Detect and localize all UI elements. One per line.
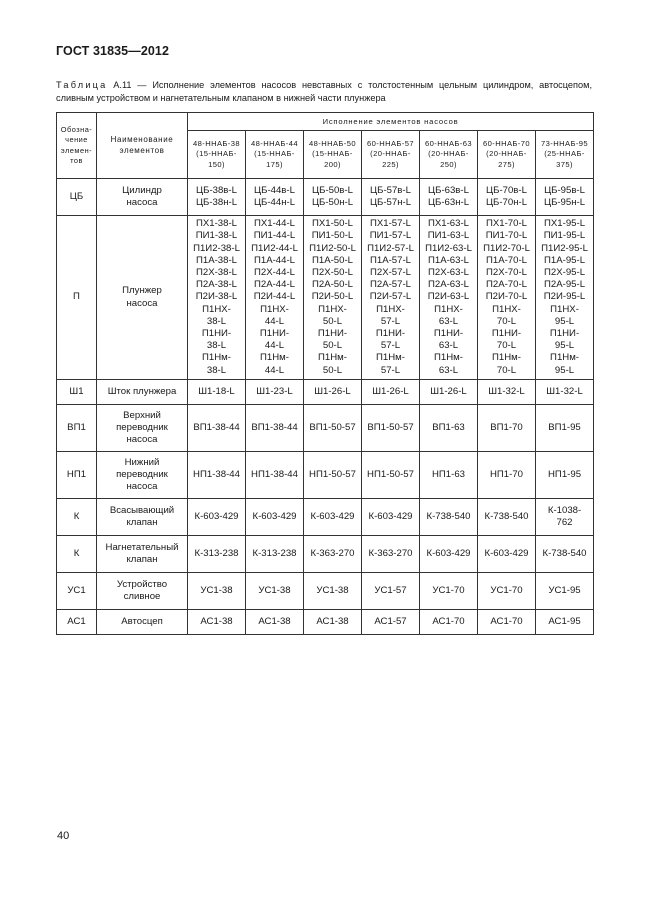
- row-value-version-4: УС1-57: [362, 573, 420, 610]
- row-value-version-1: ВП1-38-44: [188, 405, 246, 452]
- row-value-version-5: УС1-70: [420, 573, 478, 610]
- page-number: 40: [57, 830, 70, 842]
- row-value-version-4: К-363-270: [362, 536, 420, 573]
- row-value-version-2: К-313-238: [246, 536, 304, 573]
- row-designation: К: [57, 499, 97, 536]
- row-value-version-6: НП1-70: [478, 452, 536, 499]
- row-value-version-1: ЦБ-38в-L ЦБ-38н-L: [188, 179, 246, 216]
- row-value-version-3: НП1-50-57: [304, 452, 362, 499]
- row-value-version-4: АС1-57: [362, 610, 420, 635]
- table-row: [57, 380, 594, 405]
- row-designation: НП1: [57, 452, 97, 499]
- header-version-2: 48-ННАБ-44 (15-ННАБ- 175): [246, 131, 304, 179]
- table-row: [57, 179, 594, 216]
- row-value-version-6: К-738-540: [478, 499, 536, 536]
- row-value-version-2: ЦБ-44в-L ЦБ-44н-L: [246, 179, 304, 216]
- row-value-version-6: Ш1-32-L: [478, 380, 536, 405]
- row-value-version-5: ЦБ-63в-L ЦБ-63н-L: [420, 179, 478, 216]
- row-value-version-1: ПХ1-38-L ПИ1-38-L П1И2-38-L П1А-38-L П2Х-38-L П2А-38-L П2И-38-L П1НХ- 38-L П1НИ- 38-L П1Нм- 38-L: [188, 216, 246, 380]
- row-value-version-2: НП1-38-44: [246, 452, 304, 499]
- row-value-version-1: АС1-38: [188, 610, 246, 635]
- row-value-version-5: ВП1-63: [420, 405, 478, 452]
- row-value-version-7: Ш1-32-L: [536, 380, 594, 405]
- row-value-version-3: УС1-38: [304, 573, 362, 610]
- row-element-name: Нижний переводник насоса: [97, 452, 188, 499]
- header-version-4: 60-ННАБ-57 (20-ННАБ- 225): [362, 131, 420, 179]
- row-value-version-4: ПХ1-57-L ПИ1-57-L П1И2-57-L П1А-57-L П2Х-57-L П2А-57-L П2И-57-L П1НХ- 57-L П1НИ- 57-L П1Нм- 57-L: [362, 216, 420, 380]
- row-value-version-1: Ш1-18-L: [188, 380, 246, 405]
- row-value-version-2: ВП1-38-44: [246, 405, 304, 452]
- row-value-version-5: К-603-429: [420, 536, 478, 573]
- header-element-name: Наименование элементов: [97, 113, 188, 179]
- row-element-name: Верхний переводник насоса: [97, 405, 188, 452]
- row-value-version-2: К-603-429: [246, 499, 304, 536]
- row-value-version-4: К-603-429: [362, 499, 420, 536]
- row-value-version-6: УС1-70: [478, 573, 536, 610]
- row-value-version-6: АС1-70: [478, 610, 536, 635]
- row-value-version-5: Ш1-26-L: [420, 380, 478, 405]
- row-value-version-7: ВП1-95: [536, 405, 594, 452]
- table-row: [57, 216, 594, 380]
- row-value-version-7: ПХ1-95-L ПИ1-95-L П1И2-95-L П1А-95-L П2Х-95-L П2А-95-L П2И-95-L П1НХ- 95-L П1НИ- 95-L П1Нм- 95-L: [536, 216, 594, 380]
- header-version-7: 73-ННАБ-95 (25-ННАБ- 375): [536, 131, 594, 179]
- row-element-name: Автосцеп: [97, 610, 188, 635]
- row-value-version-4: ЦБ-57в-L ЦБ-57н-L: [362, 179, 420, 216]
- row-value-version-4: Ш1-26-L: [362, 380, 420, 405]
- row-value-version-3: Ш1-26-L: [304, 380, 362, 405]
- caption-label: Таблица: [56, 80, 108, 90]
- table-row: [57, 573, 594, 610]
- row-value-version-1: К-603-429: [188, 499, 246, 536]
- table-caption: [56, 79, 592, 104]
- elements-table: [56, 112, 594, 635]
- row-value-version-3: АС1-38: [304, 610, 362, 635]
- table-row: [57, 452, 594, 499]
- table-row: [57, 536, 594, 573]
- row-value-version-3: ЦБ-50в-L ЦБ-50н-L: [304, 179, 362, 216]
- row-designation: ЦБ: [57, 179, 97, 216]
- row-value-version-6: ЦБ-70в-L ЦБ-70н-L: [478, 179, 536, 216]
- row-element-name: Шток плунжера: [97, 380, 188, 405]
- row-value-version-6: ВП1-70: [478, 405, 536, 452]
- table-row: [57, 499, 594, 536]
- row-designation: К: [57, 536, 97, 573]
- row-value-version-7: К-738-540: [536, 536, 594, 573]
- row-value-version-7: АС1-95: [536, 610, 594, 635]
- header-version-1: 48-ННАБ-38 (15-ННАБ- 150): [188, 131, 246, 179]
- row-value-version-5: НП1-63: [420, 452, 478, 499]
- row-value-version-7: НП1-95: [536, 452, 594, 499]
- row-element-name: Плунжер насоса: [97, 216, 188, 380]
- row-value-version-3: К-363-270: [304, 536, 362, 573]
- row-value-version-5: К-738-540: [420, 499, 478, 536]
- header-version-6: 60-ННАБ-70 (20-ННАБ- 275): [478, 131, 536, 179]
- header-versions-group: Исполнение элементов насосов: [188, 113, 594, 131]
- row-value-version-4: НП1-50-57: [362, 452, 420, 499]
- row-value-version-5: ПХ1-63-L ПИ1-63-L П1И2-63-L П1А-63-L П2Х-63-L П2А-63-L П2И-63-L П1НХ- 63-L П1НИ- 63-L П1Нм- 63-L: [420, 216, 478, 380]
- row-value-version-1: НП1-38-44: [188, 452, 246, 499]
- row-value-version-4: ВП1-50-57: [362, 405, 420, 452]
- row-designation: УС1: [57, 573, 97, 610]
- table-row: [57, 405, 594, 452]
- row-value-version-2: ПХ1-44-L ПИ1-44-L П1И2-44-L П1А-44-L П2Х-44-L П2А-44-L П2И-44-L П1НХ- 44-L П1НИ- 44-L П1Нм- 44-L: [246, 216, 304, 380]
- row-value-version-2: УС1-38: [246, 573, 304, 610]
- row-designation: АС1: [57, 610, 97, 635]
- header-version-5: 60-ННАБ-63 (20-ННАБ- 250): [420, 131, 478, 179]
- caption-text: А.11 — Исполнение элементов насосов невставных с толстостенным цельным цилиндром, автосцепом, сливным устройством и нагнетательным клапаном в нижней части плунжера: [56, 80, 592, 103]
- row-element-name: Всасывающий клапан: [97, 499, 188, 536]
- row-value-version-2: Ш1-23-L: [246, 380, 304, 405]
- row-element-name: Устройство сливное: [97, 573, 188, 610]
- standard-header: ГОСТ 31835—2012: [56, 44, 170, 58]
- row-value-version-1: УС1-38: [188, 573, 246, 610]
- header-designation: Обозна- чение элемен- тов: [57, 113, 97, 179]
- row-element-name: Цилиндр насоса: [97, 179, 188, 216]
- row-value-version-7: УС1-95: [536, 573, 594, 610]
- table-row: [57, 610, 594, 635]
- row-value-version-7: ЦБ-95в-L ЦБ-95н-L: [536, 179, 594, 216]
- row-value-version-3: ПХ1-50-L ПИ1-50-L П1И2-50-L П1А-50-L П2Х-50-L П2А-50-L П2И-50-L П1НХ- 50-L П1НИ- 50-L П1Нм- 50-L: [304, 216, 362, 380]
- row-value-version-5: АС1-70: [420, 610, 478, 635]
- row-element-name: Нагнетательный клапан: [97, 536, 188, 573]
- row-value-version-6: ПХ1-70-L ПИ1-70-L П1И2-70-L П1А-70-L П2Х-70-L П2А-70-L П2И-70-L П1НХ- 70-L П1НИ- 70-L П1Нм- 70-L: [478, 216, 536, 380]
- row-value-version-7: К-1038- 762: [536, 499, 594, 536]
- row-value-version-3: К-603-429: [304, 499, 362, 536]
- row-designation: П: [57, 216, 97, 380]
- row-value-version-3: ВП1-50-57: [304, 405, 362, 452]
- header-version-3: 48-ННАБ-50 (15-ННАБ- 200): [304, 131, 362, 179]
- row-designation: Ш1: [57, 380, 97, 405]
- row-value-version-2: АС1-38: [246, 610, 304, 635]
- row-value-version-1: К-313-238: [188, 536, 246, 573]
- row-value-version-6: К-603-429: [478, 536, 536, 573]
- row-designation: ВП1: [57, 405, 97, 452]
